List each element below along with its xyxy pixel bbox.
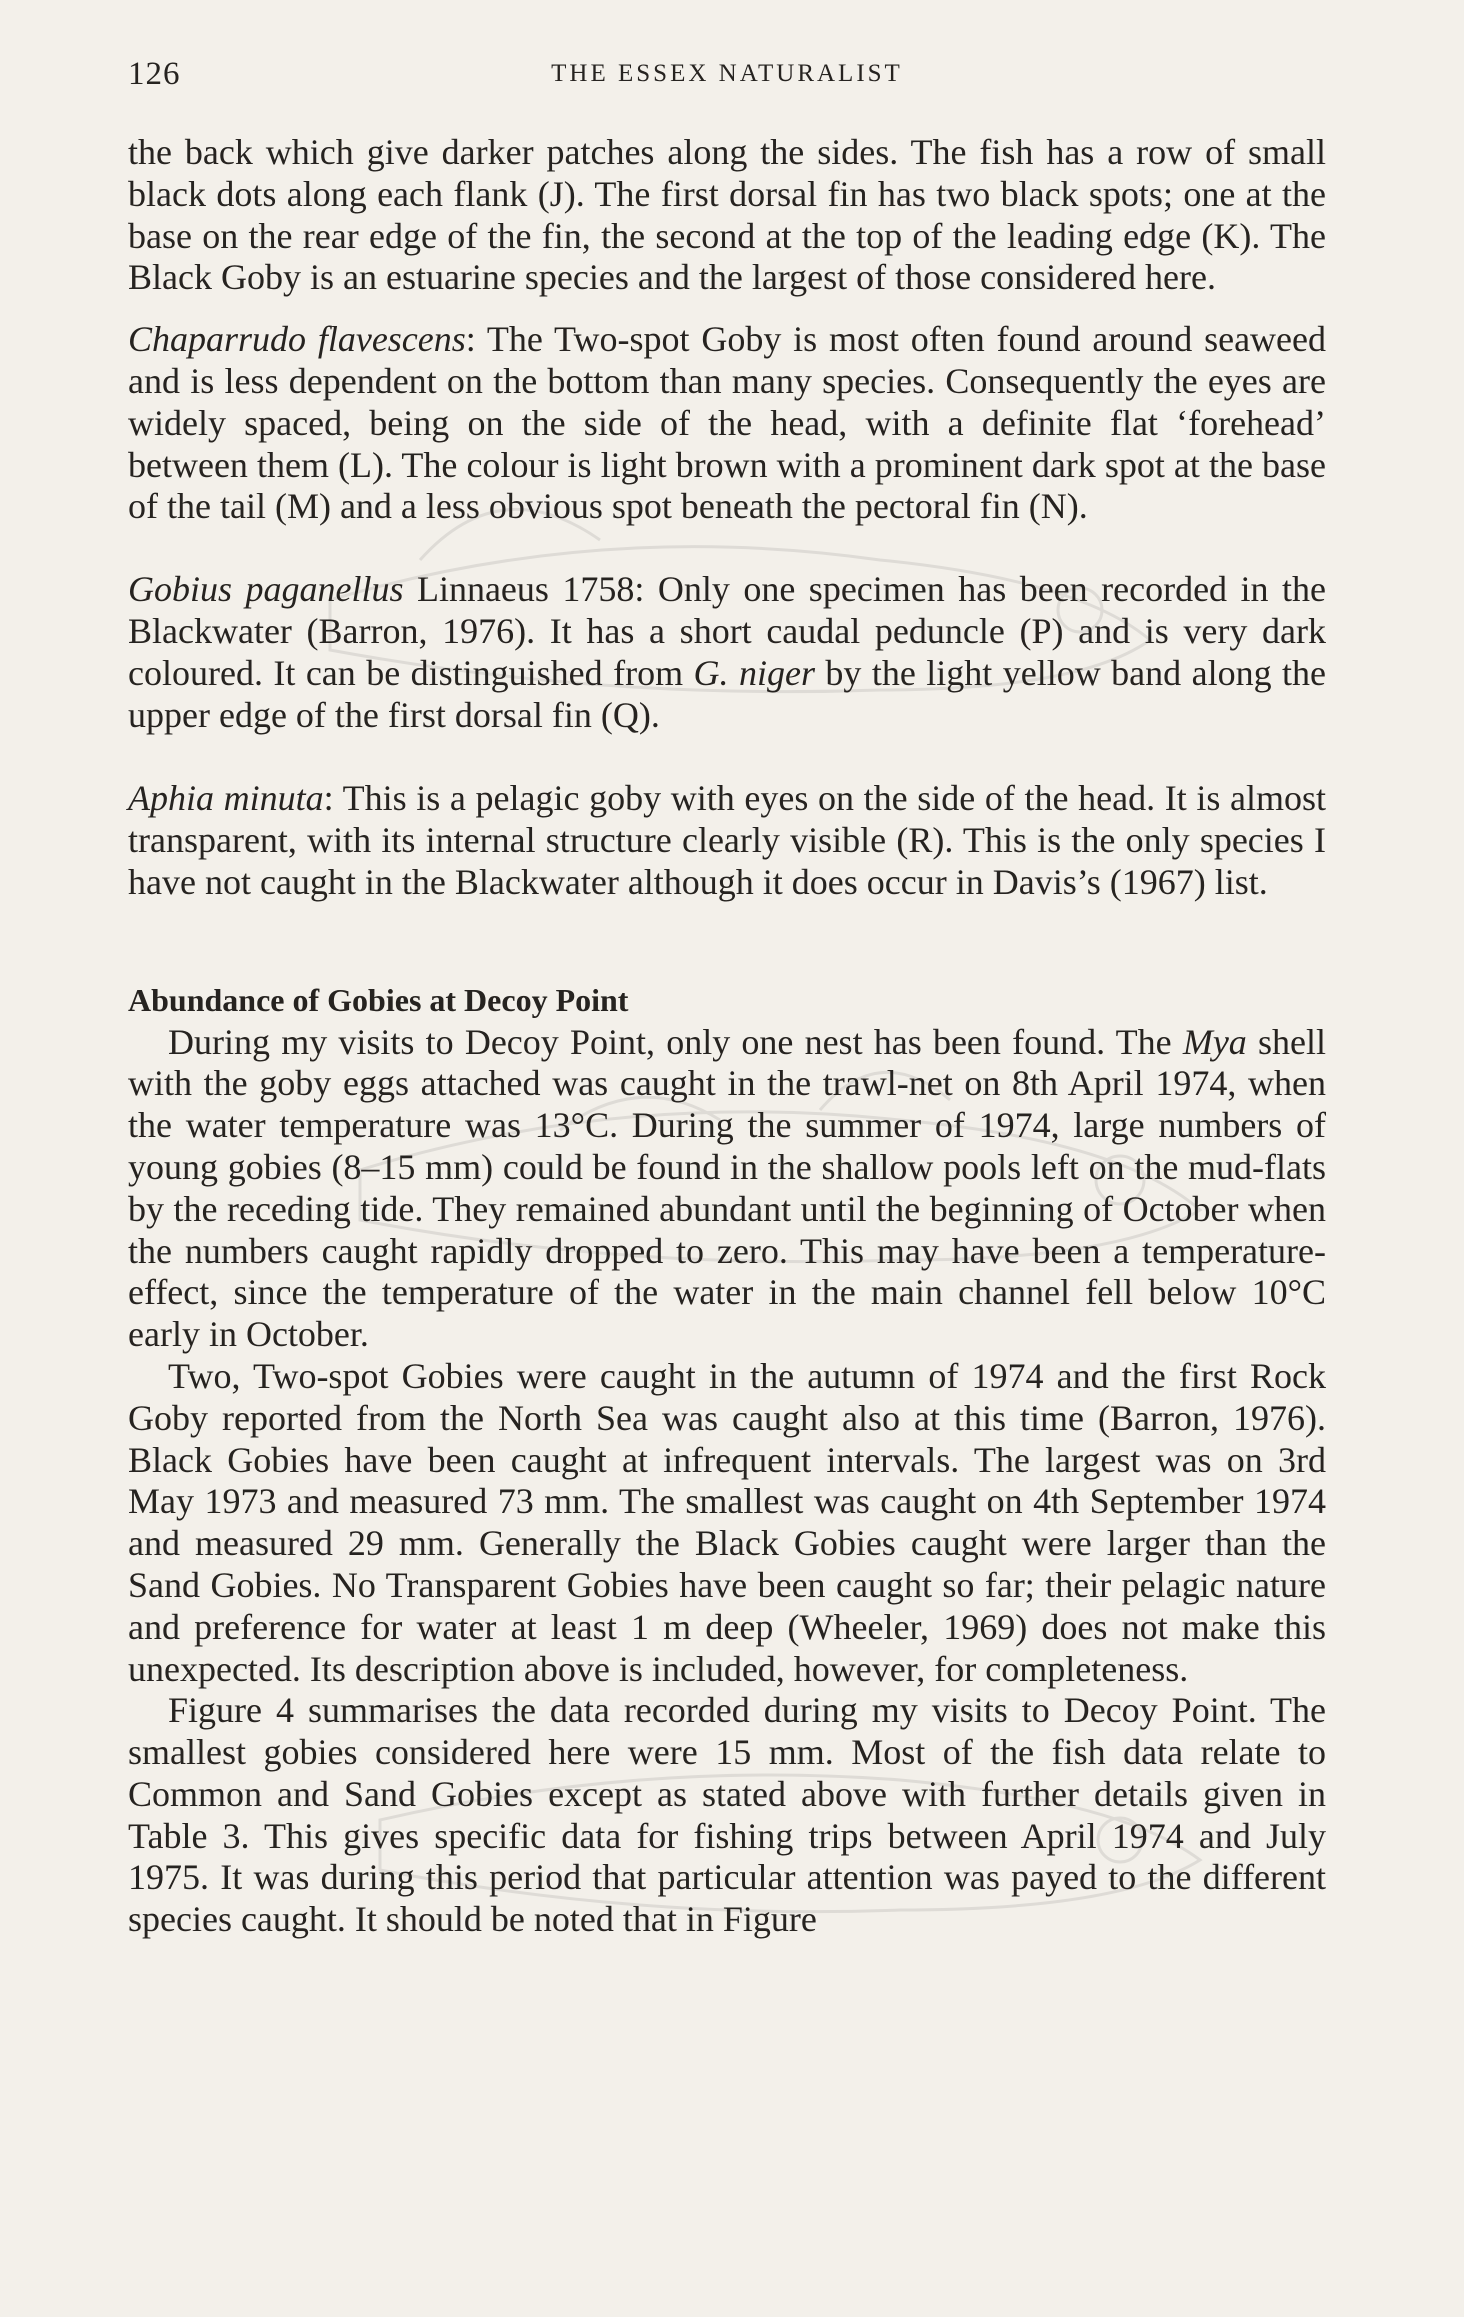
species-name: Chaparrudo flavescens xyxy=(128,319,466,360)
body-text xyxy=(128,132,1326,1941)
paragraph-nest xyxy=(128,1022,1326,1356)
section-heading: Abundance of Gobies at Decoy Point xyxy=(128,981,629,1018)
paragraph-catches: Two, Two-spot Gobies were caught in the autumn of 1974 and the first Rock Goby reported from the North Sea was caught also at this time (Barron, 1976). Black Gobies have been caught at infrequent intervals. The largest was on 3rd May 1973 and measured 73 mm. The smallest was caught on 4th September 1974 and measured 29 mm. Generally the Black Gobies caught were larger than the Sand Gobies. No Transparent Gobies have been caught so far; their pelagic nature and preference for water at least 1 m deep (Wheeler, 1969) does not make this unexpected. Its description above is included, however, for completeness. xyxy=(128,1355,1326,1689)
running-head: THE ESSEX NATURALIST xyxy=(551,60,903,87)
paragraph-transparent-goby xyxy=(128,778,1326,903)
genus-name: Mya xyxy=(1182,1021,1247,1062)
species-abbrev: G. niger xyxy=(693,652,815,693)
paragraph-two-spot-goby xyxy=(128,319,1326,528)
paragraph-text: shell with the goby eggs attached was caught in the trawl-net on 8th April 1974, when the water temperature was 13°C. During the summer of 1974, large numbers of young gobies (8–15 mm) could be found in the shallow pools left on the mud-flats by the receding tide. They remained abundant until the beginning of October when the numbers caught rapidly dropped to zero. This may have been a temperature-effect, since the temperature of the water in the main channel fell below 10°C early in October. xyxy=(128,1021,1326,1355)
species-name: Aphia minuta xyxy=(128,778,324,819)
paragraph-text: : The Two-spot Goby is most often found around seaweed and is less dependent on the bottom than many species. Consequently the eyes are widely spaced, being on the side of the head, with a definite flat ‘forehead’ between them (L). The colour is light brown with a prominent dark spot at the base of the tail (M) and a less obvious spot beneath the pectoral fin (N). xyxy=(128,319,1327,527)
paragraph-rock-goby xyxy=(128,569,1326,736)
paragraph-black-goby: the back which give darker patches along the sides. The fish has a row of small black dots along each flank (J). The first dorsal fin has two black spots; one at the base on the rear edge of the fin, the second at the top of the leading edge (K). The Black Goby is an estuarine species and the largest of those considered here. xyxy=(128,132,1326,298)
species-name: Gobius paganellus xyxy=(128,569,404,610)
paragraph-figure-summary: Figure 4 summarises the data recorded during my visits to Decoy Point. The smallest gobies considered here were 15 mm. Most of the fish data relate to Common and Sand Gobies except as stated above with further details given in Table 3. This gives specific data for fishing trips between April 1974 and July 1975. It was during this period that particular attention was payed to the different species caught. It should be noted that in Figure xyxy=(128,1690,1326,1940)
paragraph-text: : This is a pelagic goby with eyes on the side of the head. It is almost transparent, with its internal structure clearly visible (R). This is the only species I have not caught in the Blackwater although it does occur in Davis’s (1967) list. xyxy=(128,778,1326,902)
paragraph-text: During my visits to Decoy Point, only one nest has been found. The xyxy=(168,1021,1183,1062)
page-number: 126 xyxy=(128,56,181,92)
paragraph-text: by the light yellow band along the upper edge of the first dorsal fin (Q). xyxy=(128,652,1326,735)
paragraph-text: Linnaeus 1758: Only one specimen has been recorded in the Blackwater (Barron, 1976). It has a short caudal peduncle (P) and is very dark coloured. It can be distinguished from xyxy=(128,569,1326,693)
page-header xyxy=(128,50,1326,100)
